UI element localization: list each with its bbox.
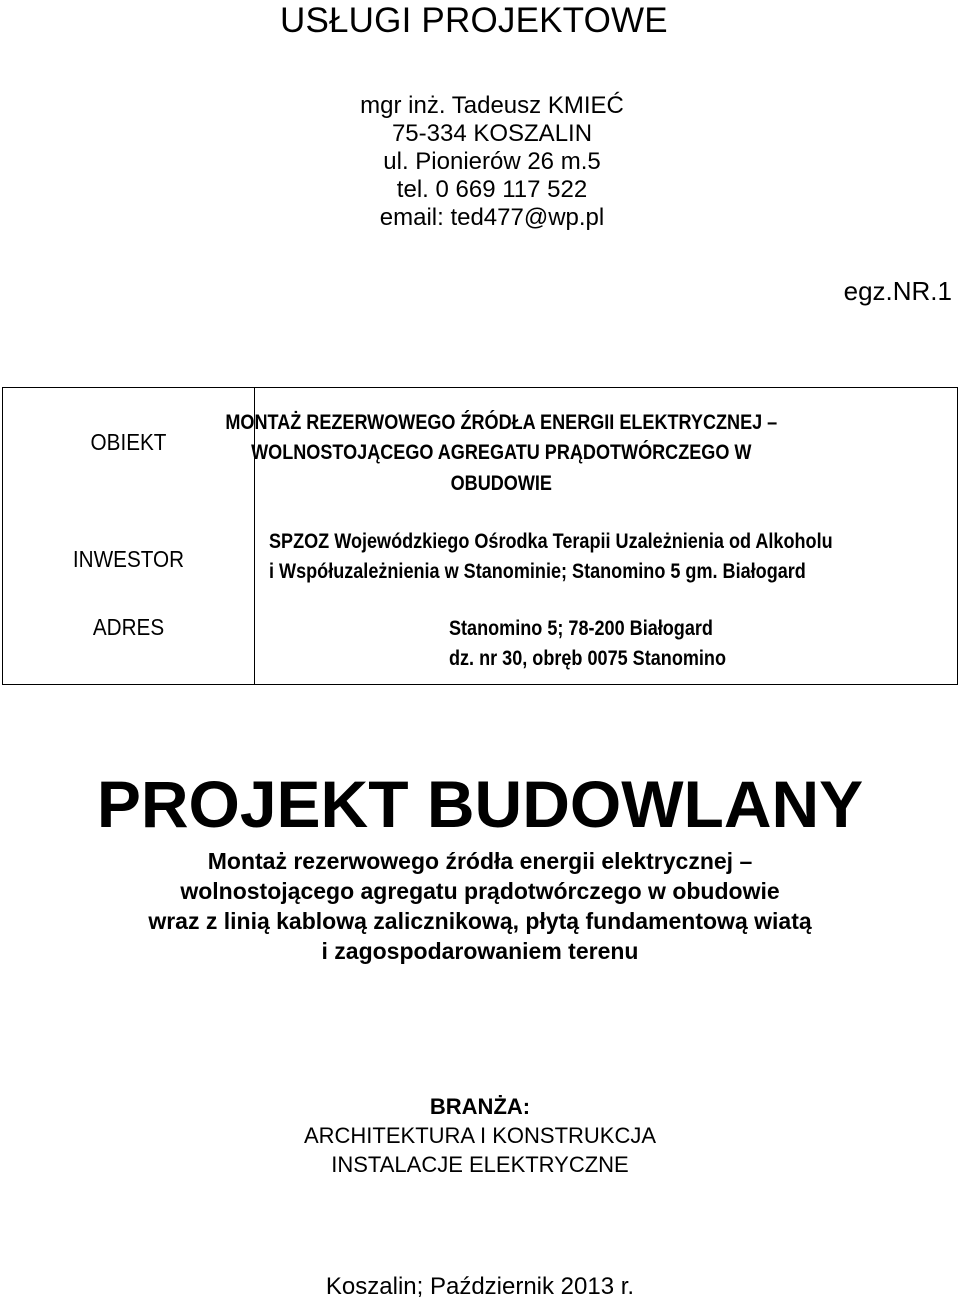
investor-label: INWESTOR <box>72 546 185 572</box>
street-address: ul. Pionierów 26 m.5 <box>383 148 601 175</box>
object-line-3: OBUDOWIE <box>450 472 552 495</box>
description-line-4: i zagospodarowaniem terenu <box>321 938 639 964</box>
object-label: OBIEKT <box>90 429 167 455</box>
postal-city: 75-334 KOSZALIN <box>391 120 593 147</box>
object-line-2: WOLNOSTOJĄCEGO AGREGATU PRĄDOTWÓRCZEGO W <box>251 441 752 464</box>
branza-item-architecture: ARCHITEKTURA I KONSTRUKCJA <box>303 1123 657 1148</box>
description-line-1: Montaż rezerwowego źródła energii elektrycznej – <box>207 848 753 874</box>
copy-number: egz.NR.1 <box>843 276 952 306</box>
designer-name: mgr inż. Tadeusz KMIEĆ <box>360 92 624 119</box>
project-description <box>0 846 960 966</box>
branza-item-electrical: INSTALACJE ELEKTRYCZNE <box>331 1152 629 1177</box>
contact-block <box>0 92 960 232</box>
place-date: Koszalin; Październik 2013 r. <box>325 1273 635 1300</box>
description-line-2: wolnostojącego agregatu prądotwórczego w obudowie <box>180 878 780 904</box>
address-line-1: Stanomino 5; 78-200 Białogard <box>449 617 713 640</box>
project-title: PROJEKT BUDOWLANY <box>96 767 864 841</box>
description-line-3: wraz z linią kablową zalicznikową, płytą fundamentową wiatą <box>148 908 812 934</box>
company-name: USŁUGI PROJEKTOWE <box>280 1 668 40</box>
info-table <box>2 387 958 685</box>
email: email: ted477@wp.pl <box>379 204 605 231</box>
address-label: ADRES <box>92 614 165 640</box>
address-line-2: dz. nr 30, obręb 0075 Stanomino <box>449 647 726 670</box>
investor-line-1: SPZOZ Wojewódzkiego Ośrodka Terapii Uzależnienia od Alkoholu <box>269 530 833 553</box>
object-line-1: MONTAŻ REZERWOWEGO ŹRÓDŁA ENERGII ELEKTRYCZNEJ – <box>225 411 778 434</box>
branza-title: BRANŻA: <box>429 1094 531 1119</box>
phone: tel. 0 669 117 522 <box>396 176 588 203</box>
investor-line-2: i Współuzależnienia w Stanominie; Stanomino 5 gm. Białogard <box>269 560 806 583</box>
branza-block <box>0 1092 960 1179</box>
